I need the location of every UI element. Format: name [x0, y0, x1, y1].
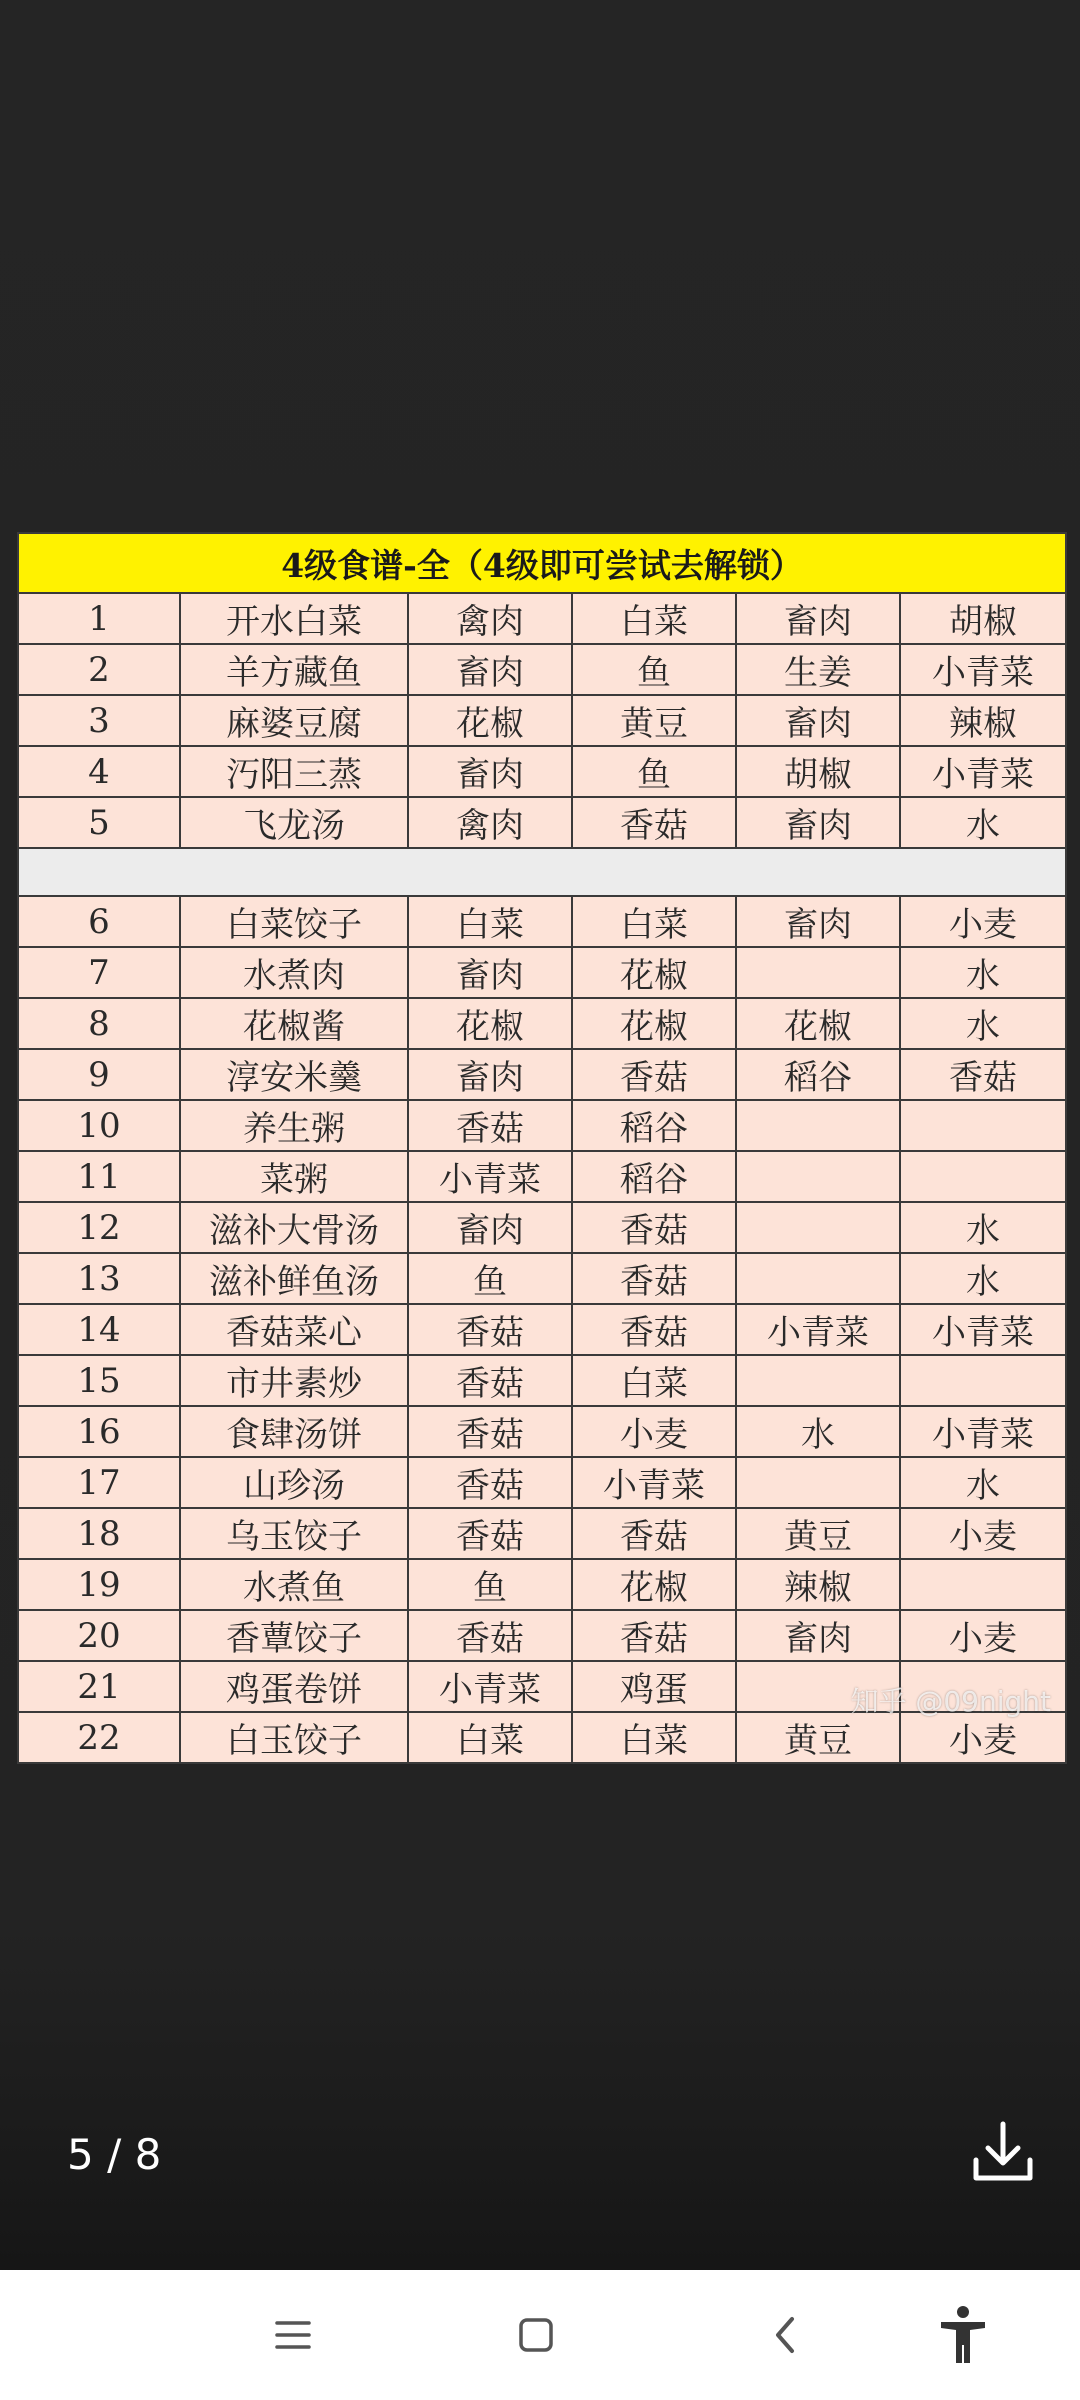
- recipe-name: 白菜饺子: [180, 896, 408, 947]
- recipe-name: 羊方藏鱼: [180, 644, 408, 695]
- ingredient-3: 小青菜: [736, 1304, 900, 1355]
- table-row: [18, 1304, 1066, 1355]
- ingredient-4: 水: [900, 947, 1066, 998]
- ingredient-3: 花椒: [736, 998, 900, 1049]
- ingredient-2: 小青菜: [572, 1457, 736, 1508]
- ingredient-4: 水: [900, 797, 1066, 848]
- ingredient-1: 香菇: [408, 1304, 572, 1355]
- ingredient-4: 小青菜: [900, 644, 1066, 695]
- ingredient-3: 辣椒: [736, 1559, 900, 1610]
- recipe-number: 12: [18, 1202, 180, 1253]
- recipe-name: 水煮肉: [180, 947, 408, 998]
- ingredient-4: 辣椒: [900, 695, 1066, 746]
- ingredient-3: [736, 1253, 900, 1304]
- ingredient-1: 鱼: [408, 1253, 572, 1304]
- ingredient-2: 香菇: [572, 1253, 736, 1304]
- recipe-name: 水煮鱼: [180, 1559, 408, 1610]
- ingredient-3: [736, 1202, 900, 1253]
- ingredient-4: 小青菜: [900, 1304, 1066, 1355]
- ingredient-4: 小麦: [900, 1712, 1066, 1763]
- ingredient-1: 畜肉: [408, 644, 572, 695]
- recipe-number: 1: [18, 593, 180, 644]
- ingredient-2: 白菜: [572, 1712, 736, 1763]
- ingredient-2: 香菇: [572, 1202, 736, 1253]
- table-row: [18, 1049, 1066, 1100]
- ingredient-2: 白菜: [572, 593, 736, 644]
- ingredient-2: 香菇: [572, 1610, 736, 1661]
- download-button[interactable]: [968, 2118, 1038, 2188]
- recipe-number: 11: [18, 1151, 180, 1202]
- recipe-number: 3: [18, 695, 180, 746]
- home-icon: [518, 2317, 554, 2353]
- ingredient-1: 畜肉: [408, 947, 572, 998]
- table-title-row: [18, 533, 1066, 593]
- recipe-name: 香菇菜心: [180, 1304, 408, 1355]
- ingredient-4: [900, 1151, 1066, 1202]
- ingredient-1: 香菇: [408, 1406, 572, 1457]
- ingredient-2: 小麦: [572, 1406, 736, 1457]
- ingredient-2: 香菇: [572, 797, 736, 848]
- menu-icon: [273, 2318, 313, 2352]
- download-icon: [968, 2118, 1038, 2188]
- recipe-number: 5: [18, 797, 180, 848]
- ingredient-4: [900, 1355, 1066, 1406]
- home-button[interactable]: [496, 2295, 576, 2375]
- ingredient-3: 生姜: [736, 644, 900, 695]
- recipe-number: 16: [18, 1406, 180, 1457]
- ingredient-1: 香菇: [408, 1610, 572, 1661]
- ingredient-1: 禽肉: [408, 797, 572, 848]
- table-row: [18, 593, 1066, 644]
- table-row: [18, 1202, 1066, 1253]
- ingredient-1: 禽肉: [408, 593, 572, 644]
- back-button[interactable]: [745, 2295, 825, 2375]
- ingredient-3: [736, 1355, 900, 1406]
- ingredient-3: 胡椒: [736, 746, 900, 797]
- ingredient-1: 小青菜: [408, 1151, 572, 1202]
- ingredient-3: 黄豆: [736, 1508, 900, 1559]
- ingredient-2: 黄豆: [572, 695, 736, 746]
- recipe-number: 18: [18, 1508, 180, 1559]
- recipe-name: 飞龙汤: [180, 797, 408, 848]
- recipe-number: 21: [18, 1661, 180, 1712]
- table-title: 4级食谱-全（4级即可尝试去解锁）: [18, 533, 1066, 593]
- recipe-number: 2: [18, 644, 180, 695]
- table-row: [18, 1559, 1066, 1610]
- ingredient-2: 花椒: [572, 998, 736, 1049]
- ingredient-2: 花椒: [572, 947, 736, 998]
- ingredient-1: 鱼: [408, 1559, 572, 1610]
- recipe-number: 4: [18, 746, 180, 797]
- ingredient-2: 香菇: [572, 1049, 736, 1100]
- recipe-name: 市井素炒: [180, 1355, 408, 1406]
- ingredient-4: 小麦: [900, 1508, 1066, 1559]
- table-separator-row: [18, 848, 1066, 896]
- recipe-table: [17, 532, 1067, 1764]
- ingredient-4: 小青菜: [900, 1406, 1066, 1457]
- table-row: [18, 1253, 1066, 1304]
- table-row: [18, 644, 1066, 695]
- table-row: [18, 797, 1066, 848]
- recipe-name: 麻婆豆腐: [180, 695, 408, 746]
- table-row: [18, 1508, 1066, 1559]
- ingredient-3: [736, 947, 900, 998]
- ingredient-1: 香菇: [408, 1508, 572, 1559]
- recipe-name: 乌玉饺子: [180, 1508, 408, 1559]
- recipe-number: 13: [18, 1253, 180, 1304]
- ingredient-3: 畜肉: [736, 797, 900, 848]
- recipe-name: 白玉饺子: [180, 1712, 408, 1763]
- ingredient-1: 畜肉: [408, 1049, 572, 1100]
- recipe-name: 菜粥: [180, 1151, 408, 1202]
- table-row: [18, 1610, 1066, 1661]
- accessibility-icon: [937, 2305, 989, 2365]
- ingredient-3: [736, 1151, 900, 1202]
- recipe-name: 食肆汤饼: [180, 1406, 408, 1457]
- recipe-name: 滋补大骨汤: [180, 1202, 408, 1253]
- back-icon: [770, 2315, 800, 2355]
- ingredient-1: 花椒: [408, 998, 572, 1049]
- ingredient-1: 畜肉: [408, 746, 572, 797]
- table-row: [18, 947, 1066, 998]
- ingredient-4: 小麦: [900, 896, 1066, 947]
- table-separator: [18, 848, 1066, 896]
- ingredient-4: 小麦: [900, 1610, 1066, 1661]
- ingredient-2: 稻谷: [572, 1151, 736, 1202]
- page-counter: 5 / 8: [67, 2130, 162, 2179]
- ingredient-3: [736, 1100, 900, 1151]
- ingredient-3: 水: [736, 1406, 900, 1457]
- recipe-number: 20: [18, 1610, 180, 1661]
- ingredient-2: 白菜: [572, 1355, 736, 1406]
- ingredient-1: 花椒: [408, 695, 572, 746]
- ingredient-1: 香菇: [408, 1457, 572, 1508]
- ingredient-2: 稻谷: [572, 1100, 736, 1151]
- recipe-number: 17: [18, 1457, 180, 1508]
- ingredient-4: 香菇: [900, 1049, 1066, 1100]
- table-row: [18, 998, 1066, 1049]
- recipe-name: 山珍汤: [180, 1457, 408, 1508]
- watermark: 知乎 @09night: [850, 1685, 1051, 1718]
- ingredient-1: 小青菜: [408, 1661, 572, 1712]
- recipe-name: 淳安米羹: [180, 1049, 408, 1100]
- system-navigation-bar: [0, 2270, 1080, 2400]
- ingredient-2: 花椒: [572, 1559, 736, 1610]
- ingredient-3: 畜肉: [736, 1610, 900, 1661]
- ingredient-3: 畜肉: [736, 695, 900, 746]
- recipe-name: 花椒酱: [180, 998, 408, 1049]
- recipe-name: 鸡蛋卷饼: [180, 1661, 408, 1712]
- ingredient-4: 胡椒: [900, 593, 1066, 644]
- recipe-number: 22: [18, 1712, 180, 1763]
- recipe-number: 7: [18, 947, 180, 998]
- table-row: [18, 1151, 1066, 1202]
- ingredient-1: 畜肉: [408, 1202, 572, 1253]
- ingredient-1: 香菇: [408, 1100, 572, 1151]
- recipe-name: 香蕈饺子: [180, 1610, 408, 1661]
- table-row: [18, 1457, 1066, 1508]
- ingredient-2: 鱼: [572, 644, 736, 695]
- ingredient-1: 白菜: [408, 1712, 572, 1763]
- table-row: [18, 695, 1066, 746]
- recipe-number: 15: [18, 1355, 180, 1406]
- ingredient-2: 香菇: [572, 1304, 736, 1355]
- ingredient-3: 畜肉: [736, 896, 900, 947]
- recipe-number: 8: [18, 998, 180, 1049]
- recipe-table-image[interactable]: [17, 532, 1065, 1761]
- recipe-number: 10: [18, 1100, 180, 1151]
- recipe-name: 汅阳三蒸: [180, 746, 408, 797]
- accessibility-button[interactable]: [923, 2295, 1003, 2375]
- recipe-name: 开水白菜: [180, 593, 408, 644]
- ingredient-2: 香菇: [572, 1508, 736, 1559]
- table-row: [18, 896, 1066, 947]
- ingredient-4: 小青菜: [900, 746, 1066, 797]
- ingredient-4: 水: [900, 1253, 1066, 1304]
- ingredient-1: 香菇: [408, 1355, 572, 1406]
- recipe-number: 19: [18, 1559, 180, 1610]
- ingredient-3: 黄豆: [736, 1712, 900, 1763]
- ingredient-2: 鸡蛋: [572, 1661, 736, 1712]
- ingredient-4: [900, 1100, 1066, 1151]
- recipe-name: 滋补鲜鱼汤: [180, 1253, 408, 1304]
- ingredient-4: [900, 1559, 1066, 1610]
- ingredient-4: 水: [900, 1457, 1066, 1508]
- ingredient-2: 白菜: [572, 896, 736, 947]
- ingredient-4: 水: [900, 998, 1066, 1049]
- table-row: [18, 1100, 1066, 1151]
- table-row: [18, 1406, 1066, 1457]
- ingredient-1: 白菜: [408, 896, 572, 947]
- ingredient-4: 水: [900, 1202, 1066, 1253]
- recipe-number: 9: [18, 1049, 180, 1100]
- ingredient-2: 鱼: [572, 746, 736, 797]
- ingredient-3: 畜肉: [736, 593, 900, 644]
- recent-apps-button[interactable]: [253, 2295, 333, 2375]
- ingredient-3: 稻谷: [736, 1049, 900, 1100]
- recipe-number: 6: [18, 896, 180, 947]
- table-row: [18, 1355, 1066, 1406]
- ingredient-3: [736, 1457, 900, 1508]
- recipe-number: 14: [18, 1304, 180, 1355]
- recipe-name: 养生粥: [180, 1100, 408, 1151]
- table-row: [18, 746, 1066, 797]
